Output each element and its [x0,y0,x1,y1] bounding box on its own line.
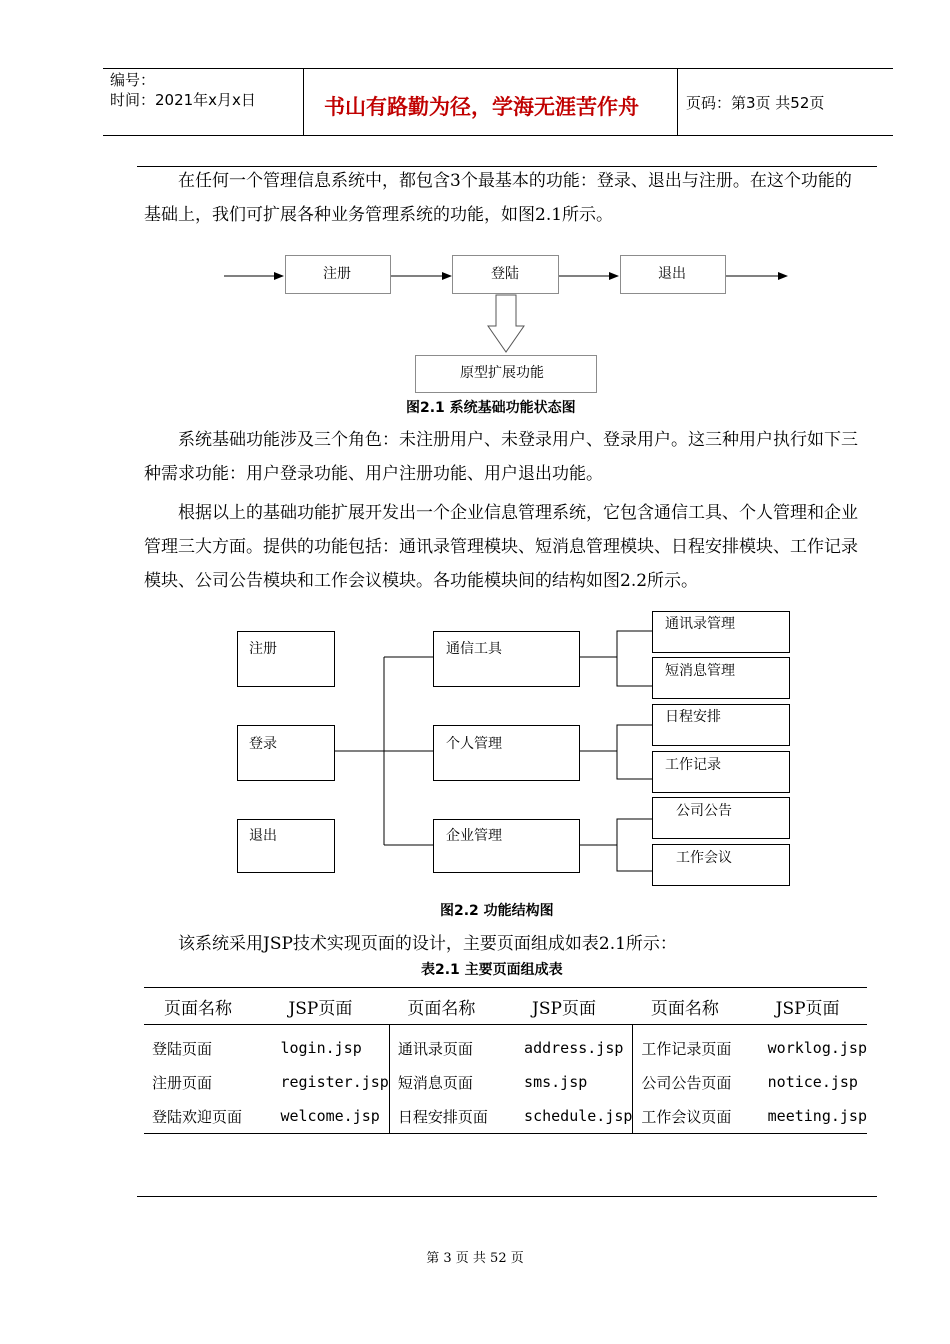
figure-2-2-caption: 图2.2 功能结构图 [440,903,554,919]
table-header-row [144,988,867,1025]
table-cell: 工作会议页面 [633,1099,760,1134]
table-cell: worklog.jsp [767,1039,867,1057]
flow-node-login-label: 登陆 [491,266,519,282]
struct-node-comm-tools-label: 通信工具 [446,641,502,657]
table-cell: login.jsp [280,1039,362,1057]
table-row [144,1025,867,1066]
struct-node-sms-label: 短消息管理 [665,663,735,679]
table-cell: welcome.jsp [280,1107,380,1125]
page-composition-table [144,987,867,1134]
table-2-1-caption: 表2.1 主要页面组成表 [421,962,563,978]
struct-node-meeting-label: 工作会议 [676,850,732,866]
table-cell: 工作记录页面 [633,1025,760,1066]
table-cell: register.jsp [280,1073,389,1091]
document-time-label: 时间：2021年x月x日 [110,91,256,109]
table-cell: meeting.jsp [767,1107,867,1125]
flow-node-register-label: 注册 [323,266,351,282]
table-header-cell: 页面名称 [633,988,760,1025]
table-cell: address.jsp [524,1039,624,1057]
table-cell: schedule.jsp [524,1107,633,1125]
struct-node-worklog-label: 工作记录 [665,757,721,773]
table-header-cell: JSP页面 [272,988,389,1025]
table-cell: 登陆欢迎页面 [152,1107,243,1126]
footer-page-number: 第 3 页 共 52 页 [426,1251,524,1266]
document-number-label: 编号： [110,71,156,89]
struct-node-personal-label: 个人管理 [446,736,502,752]
table-cell: 日程安排页面 [389,1099,516,1134]
table-cell: 短消息页面 [389,1065,516,1099]
table-row [144,1065,867,1099]
header-motto: 书山有路勤为径，学海无涯苦作舟 [324,95,639,119]
table-cell: 公司公告页面 [633,1065,760,1099]
table-cell: sms.jsp [524,1073,588,1091]
figure-2-1-caption: 图2.1 系统基础功能状态图 [406,400,576,416]
struct-node-schedule-label: 日程安排 [665,709,721,725]
struct-node-login-label: 登录 [249,736,277,752]
struct-node-address-book-label: 通讯录管理 [665,616,735,632]
struct-node-notice-label: 公司公告 [676,803,732,819]
table-header-cell: JSP页面 [516,988,633,1025]
struct-node-logout-label: 退出 [249,828,277,844]
table-row [144,1099,867,1134]
paragraph-jsp-text: 该系统采用JSP技术实现页面的设计，主要页面组成如表2.1所示： [178,934,677,954]
table-cell: 登陆页面 [152,1039,213,1058]
table-cell: 注册页面 [152,1073,213,1092]
flow-node-logout-label: 退出 [658,266,686,282]
table-header-cell: JSP页面 [760,988,867,1025]
paragraph-intro-text: 在任何一个管理信息系统中，都包含3个最基本的功能：登录、退出与注册。在这个功能的基础上，我们可扩展各种业务管理系统的功能，如图2.1所示。 [144,171,852,225]
table-cell: 通讯录页面 [389,1025,516,1066]
paragraph-jsp [144,927,866,961]
footer-rule [137,1196,877,1197]
paragraph-roles-text: 系统基础功能涉及三个角色：未注册用户、未登录用户、登录用户。这三种用户执行如下三种需求功能：用户登录功能、用户注册功能、用户退出功能。 [144,430,858,484]
table-header-cell: 页面名称 [144,988,272,1025]
table-header-cell: 页面名称 [389,988,516,1025]
struct-node-enterprise-label: 企业管理 [446,828,502,844]
paragraph-modules-text: 根据以上的基础功能扩展开发出一个企业信息管理系统，它包含通信工具、个人管理和企业管理三大方面。提供的功能包括：通讯录管理模块、短消息管理模块、日程安排模块、工作记录模块、公司公告模块和工作会议模块。各功能模块间的结构如图2.2所示。 [144,503,858,591]
flow-node-extension-label: 原型扩展功能 [460,365,544,381]
header-page-code: 页码：第3页 共52页 [686,94,825,112]
struct-node-register-label: 注册 [249,641,277,657]
table-cell: notice.jsp [767,1073,858,1091]
